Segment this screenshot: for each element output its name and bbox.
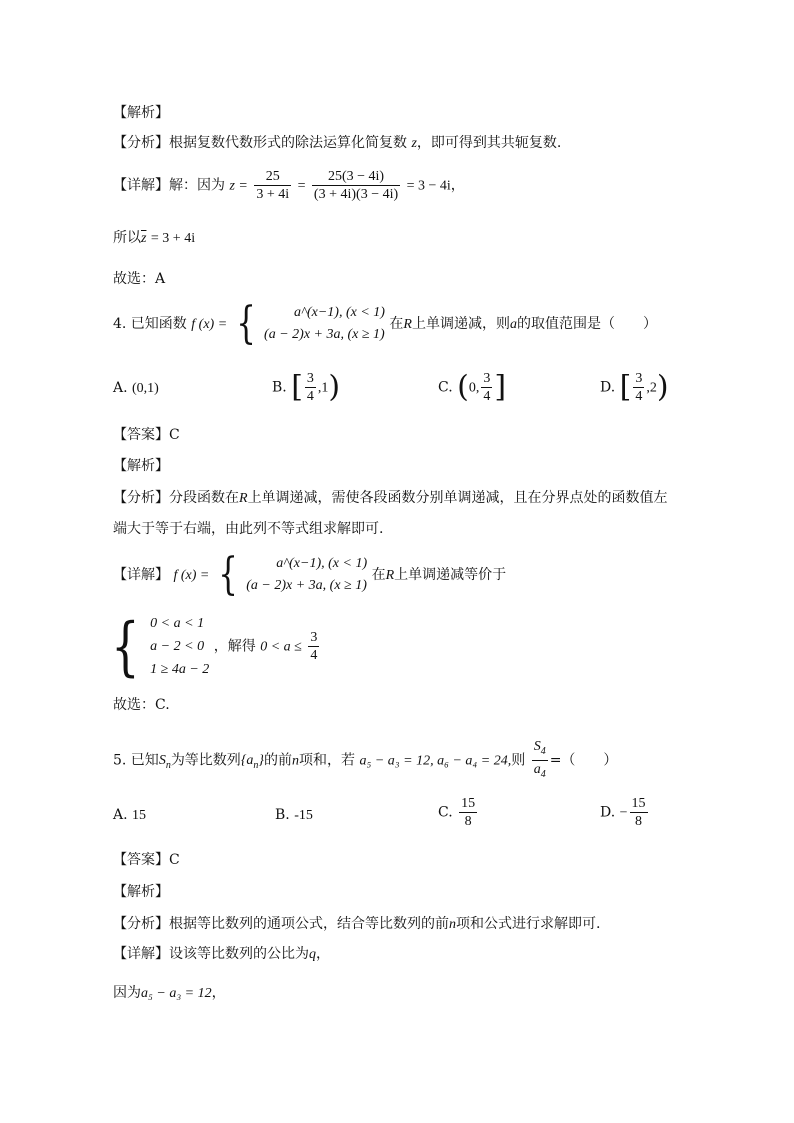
q4-system-line: { 0 < a < 1 a − 2 < 0 1 ≥ 4a − 2 ，解得 0 < a ≤ $\frac{3}{4}$ bbox=[111, 609, 318, 684]
q4-case1: a^(x−1), (x < 1) bbox=[294, 305, 385, 320]
q4-stem-a: a bbox=[509, 317, 517, 332]
q4-sys1: 0 < a < 1 bbox=[150, 616, 205, 631]
q4-fenxi-line2: 端大于等于右端，由此列不等式组求解即可. bbox=[113, 521, 384, 537]
q5-stem-prefix: 5. 已知 bbox=[113, 752, 159, 769]
q4-option-c: C. (0, $\frac{3}{4}$ ] bbox=[438, 369, 507, 405]
q5-stem-tail: =（ ） bbox=[549, 752, 618, 769]
q4-system bbox=[150, 612, 209, 681]
q4-answer-value: C bbox=[169, 427, 180, 443]
q4-fenxi-text2: 上单调递减，需使各段函数分别单调递减，且在分界点处的函数值左 bbox=[247, 490, 668, 506]
q4-cases bbox=[264, 302, 385, 346]
q4-solve-expr: 0 < a ≤ bbox=[260, 639, 302, 655]
q5-option-a-value: 15 bbox=[132, 808, 147, 823]
q5-fenxi-label: 【分析】 bbox=[113, 916, 169, 932]
q4-xiangjie-line: 【详解】 f (x) = { a^(x−1), (x < 1) (a − 2)x + 3a, (x ≥ 1) 在R上单调递减等价于 bbox=[113, 549, 507, 600]
q3-fenxi-tail: ，即可得到其共轭复数. bbox=[416, 135, 562, 151]
q4-fenxi-R: R bbox=[239, 491, 248, 506]
q4-option-a-value: (0,1) bbox=[132, 381, 159, 396]
q4-option-b: B. [ $\frac{3}{4}$ ,1) bbox=[272, 369, 341, 405]
q4-xiangjie-case1: a^(x−1), (x < 1) bbox=[276, 556, 368, 571]
q5-stem-n: n bbox=[292, 753, 300, 769]
q3-fenxi-text: 根据复数代数形式的除法运算化简复数 bbox=[169, 135, 407, 151]
q3-conj-var: $\overline{z}$ bbox=[141, 231, 147, 246]
q4-stem-prefix: 4. 已知函数 bbox=[113, 316, 187, 332]
q4-xiangjie-func: f (x) = bbox=[173, 568, 210, 583]
q4-option-d: D. [ $\frac{3}{4}$ ,2) bbox=[600, 369, 669, 405]
q5-option-d-label: D. bbox=[600, 804, 616, 821]
q4-fenxi-line1 bbox=[113, 488, 668, 509]
q4-fenxi-label: 【分析】 bbox=[113, 490, 169, 506]
q4-xiangjie-label: 【详解】 bbox=[113, 567, 169, 583]
q4-stem: 4. 已知函数 f (x) = { a^(x−1), (x < 1) (a − 2)x + 3a, (x ≥ 1) 在R上单调递减，则a的取值范围是（ ） bbox=[113, 298, 657, 349]
q3-eq-result: = 3 − 4i bbox=[406, 178, 451, 194]
q3-conj-value: = 3 + 4i bbox=[150, 231, 196, 246]
q3-eq-lhs: z = bbox=[229, 178, 248, 194]
q5-stem-mid: 为等比数列 bbox=[170, 752, 241, 769]
q5-last-prefix: 因为 bbox=[113, 985, 141, 1001]
q5-answer-label: 【答案】 bbox=[113, 852, 169, 868]
q5-cond-then: 则 bbox=[511, 752, 526, 769]
q3-xiangjie-label: 【详解】 bbox=[113, 177, 169, 194]
q3-conj-line bbox=[113, 228, 195, 249]
q4-stem-tail: 的取值范围是（ ） bbox=[516, 316, 657, 332]
q3-frac2-num: 25(3 − 4i) bbox=[327, 169, 385, 184]
q3-xiangjie-line: 【详解】解：因为 z = $\frac{25}{3 + 4i}$ = $\frac{25(3 - 4i)}{(3 + 4i)(3 - 4i)}$ = 3 − 4i， bbox=[113, 169, 465, 202]
q4-xiangjie-tail: 上单调递减等价于 bbox=[394, 567, 507, 583]
q3-frac1 bbox=[254, 168, 291, 203]
q5-answer bbox=[113, 850, 180, 870]
q5-jiexi-heading: 【解析】 bbox=[113, 884, 169, 900]
q4-solve-text: ，解得 bbox=[213, 638, 256, 655]
q5-stem-mid2: 的前 bbox=[264, 752, 293, 769]
q3-fenxi-var: z bbox=[411, 136, 417, 151]
q5-option-a-label: A. bbox=[113, 807, 128, 823]
q4-stem-R: R bbox=[403, 317, 412, 332]
q5-xiangjie-q: q bbox=[309, 947, 316, 962]
q3-fenxi-label: 【分析】 bbox=[113, 135, 169, 151]
q4-option-a-label: A. bbox=[113, 380, 128, 396]
q5-last-tail: ， bbox=[211, 985, 226, 1001]
q5-option-d: D. − $\frac{15}{8}$ bbox=[600, 796, 646, 829]
q4-xiangjie-tail-prefix: 在 bbox=[371, 567, 386, 583]
q4-option-b-label: B. bbox=[272, 379, 287, 396]
q5-stem-mid3: 项和，若 bbox=[299, 752, 356, 769]
q4-case2: (a − 2)x + 3a, (x ≥ 1) bbox=[264, 327, 385, 342]
q5-option-c-label: C. bbox=[438, 804, 453, 821]
q5-xiangjie-tail: ， bbox=[316, 946, 330, 962]
q4-option-a bbox=[113, 378, 159, 399]
q4-xiangjie-case2: (a − 2)x + 3a, (x ≥ 1) bbox=[246, 578, 367, 593]
q4-answer-line: 故选：C. bbox=[113, 697, 170, 713]
q5-fenxi-n: n bbox=[449, 917, 456, 932]
q5-answer-value: C bbox=[169, 852, 180, 868]
q5-xiangjie-label: 【详解】 bbox=[113, 946, 169, 962]
q4-stem-mid2: 上单调递减，则 bbox=[411, 316, 510, 332]
q4-xiangjie-cases bbox=[246, 553, 367, 597]
q5-option-b bbox=[275, 805, 313, 826]
q4-answer bbox=[113, 425, 180, 445]
q4-stem-mid: 在 bbox=[389, 316, 404, 332]
q3-xiangjie-text: 解：因为 bbox=[169, 177, 225, 194]
q3-frac1-den: 3 + 4i bbox=[256, 187, 290, 202]
q5-fenxi-text1: 根据等比数列的通项公式，结合等比数列的前 bbox=[169, 916, 449, 932]
q3-answer-line: 故选：A bbox=[113, 271, 166, 287]
q3-eq-tail: ， bbox=[450, 177, 465, 194]
q5-option-c: C. $\frac{15}{8}$ bbox=[438, 796, 476, 829]
q3-fenxi-line bbox=[113, 133, 561, 154]
q3-frac1-num: 25 bbox=[265, 169, 280, 184]
q5-xiangjie-text: 设该等比数列的公比为 bbox=[169, 946, 309, 962]
q3-conj-prefix: 所以 bbox=[113, 230, 141, 246]
q4-fenxi-text1: 分段函数在 bbox=[169, 490, 239, 506]
q4-option-d-label: D. bbox=[600, 379, 616, 396]
q3-jiexi-heading: 【解析】 bbox=[113, 105, 169, 121]
q5-option-a bbox=[113, 805, 146, 826]
q4-jiexi-heading: 【解析】 bbox=[113, 458, 169, 474]
q3-frac2 bbox=[312, 168, 400, 203]
q3-frac2-den: (3 + 4i)(3 − 4i) bbox=[313, 187, 399, 202]
q4-sys2: a − 2 < 0 bbox=[150, 639, 205, 654]
q4-answer-label: 【答案】 bbox=[113, 427, 169, 443]
q5-option-b-value: -15 bbox=[294, 808, 313, 823]
q5-fenxi-text2: 项和公式进行求解即可. bbox=[456, 916, 601, 932]
q5-xiangjie-line bbox=[113, 944, 330, 965]
q5-last-line bbox=[113, 983, 226, 1004]
q5-cond: a₅ − a₃ = 12, a₆ − a₄ = 24, bbox=[359, 753, 512, 769]
q4-xiangjie-R: R bbox=[385, 568, 395, 583]
q5-fenxi-line bbox=[113, 914, 600, 935]
q4-func: f (x) = bbox=[191, 317, 228, 332]
q5-stem: 5. 已知$S_n$为等比数列$\{a_n\}$的前n项和，若 a₅ − a₃ = 12, a₆ − a₄ = 24,则 $\frac{S_4}{a_4}$ =（ ） bbox=[113, 738, 617, 783]
q4-option-c-label: C. bbox=[438, 379, 453, 396]
q5-last-eq: a₅ − a₃ = 12 bbox=[141, 986, 212, 1001]
q4-sys3: 1 ≥ 4a − 2 bbox=[150, 662, 210, 677]
q5-option-b-label: B. bbox=[275, 807, 290, 823]
